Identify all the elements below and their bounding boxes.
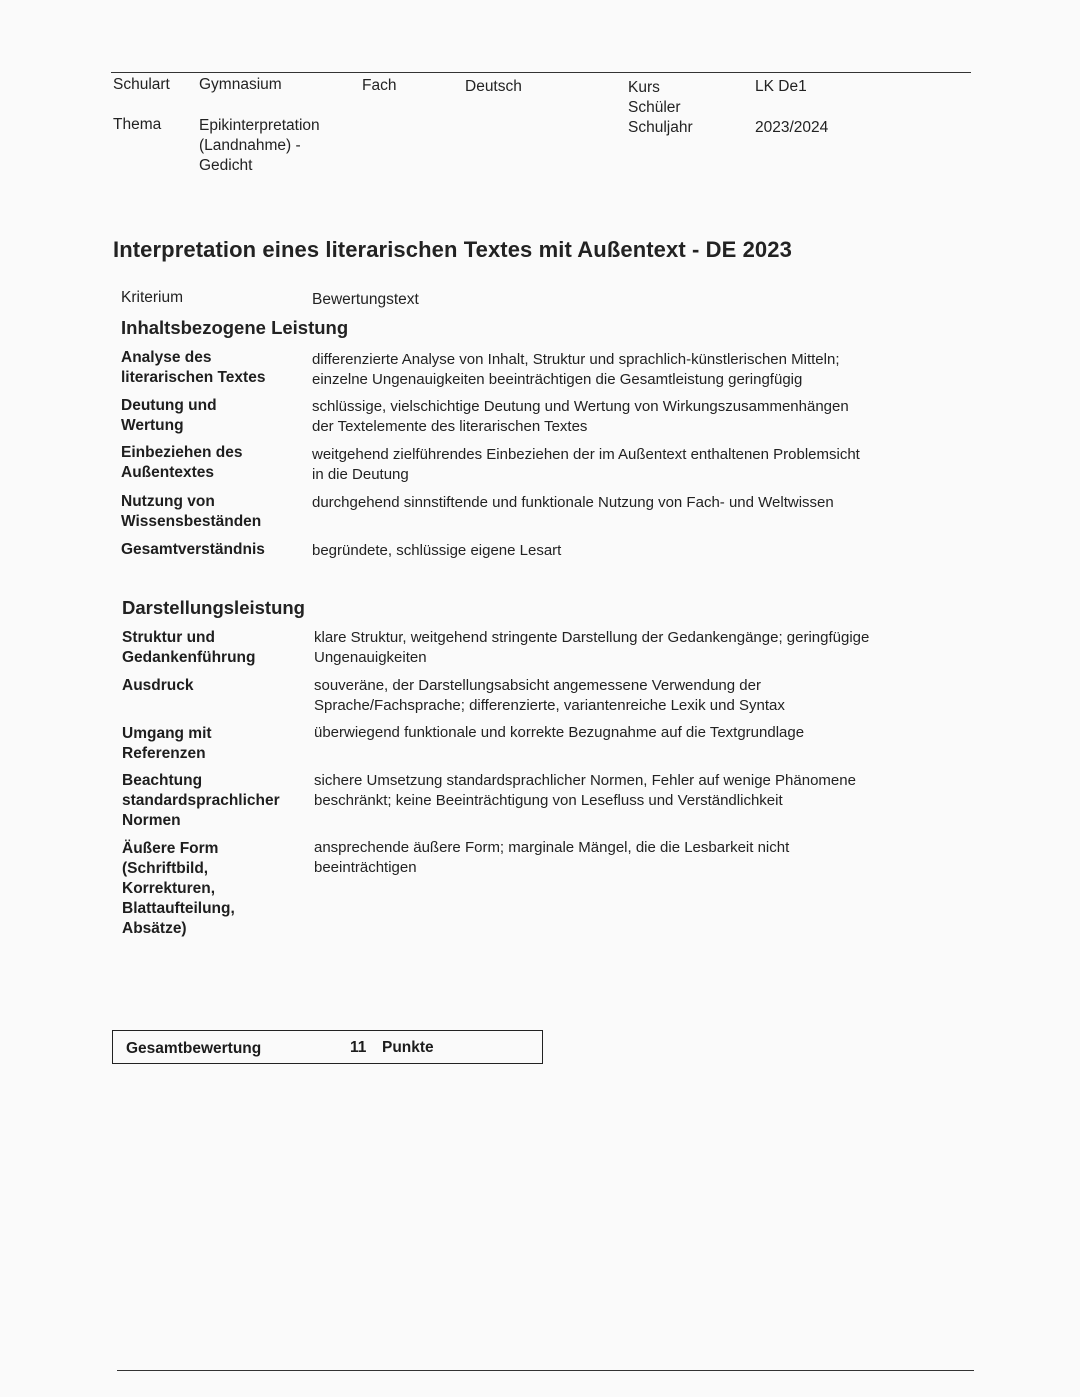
text-line: einzelne Ungenauigkeiten beeinträchtigen die Gesamtleistung geringfügig [312, 371, 803, 388]
criterion-line: Referenzen [122, 745, 206, 762]
schulart-value: Gymnasium [199, 76, 282, 93]
criterion-line: Normen [122, 812, 181, 829]
kurs-value: LK De1 [755, 78, 807, 95]
kurs-label: Kurs [628, 79, 660, 96]
criterion-referenzen [122, 724, 212, 764]
criterion-gesamtverstaendnis [121, 540, 265, 560]
text-line: überwiegend funktionale und korrekte Bezugnahme auf die Textgrundlage [314, 724, 805, 741]
text-analyse [312, 350, 840, 390]
criterion-line: standardsprachlicher [122, 792, 280, 809]
fach-value: Deutsch [465, 78, 522, 95]
text-line: sichere Umsetzung standardsprachlicher Normen, Fehler auf wenige Phänomene [314, 772, 856, 789]
text-line: durchgehend sinnstiftende und funktionale Nutzung von Fach- und Weltwissen [312, 494, 834, 511]
text-referenzen [314, 723, 804, 743]
total-score-unit: Punkte [382, 1039, 434, 1056]
criterion-line: Korrekturen, [122, 880, 216, 897]
column-text: Bewertungstext [312, 291, 419, 308]
criterion-line: Wertung [121, 417, 184, 434]
criterion-line: Umgang mit [122, 725, 212, 742]
text-line: Sprache/Fachsprache; differenzierte, variantenreiche Lexik und Syntax [314, 697, 785, 714]
text-line: der Textelemente des literarischen Textes [312, 418, 588, 435]
criterion-line: Blattaufteilung, [122, 900, 235, 917]
text-line: weitgehend zielführendes Einbeziehen der im Außentext enthaltenen Problemsicht [312, 446, 860, 463]
thema-line: Gedicht [199, 157, 253, 174]
text-line: beeinträchtigen [314, 859, 417, 876]
text-aussentext [312, 445, 860, 485]
criterion-line: Gesamtverständnis [121, 541, 265, 558]
section-heading-content: Inhaltsbezogene Leistung [121, 317, 349, 338]
criterion-line: Gedankenführung [122, 649, 256, 666]
criterion-aussentext [121, 443, 242, 483]
text-line: ansprechende äußere Form; marginale Mängel, die die Lesbarkeit nicht [314, 839, 790, 856]
schuljahr-value: 2023/2024 [755, 119, 829, 136]
criterion-line: Ausdruck [122, 677, 194, 694]
total-score-label: Gesamtbewertung [126, 1040, 262, 1057]
total-score-box [112, 1030, 543, 1064]
text-ausdruck [314, 676, 785, 716]
thema-value [199, 116, 320, 176]
criterion-line: Analyse des [121, 349, 212, 366]
column-criterion: Kriterium [121, 289, 184, 306]
criterion-line: Struktur und [122, 629, 215, 646]
text-line: klare Struktur, weitgehend stringente Darstellung der Gedankengänge; geringfügige [314, 629, 870, 646]
footer-rule [117, 1370, 974, 1371]
criterion-line: literarischen Textes [121, 369, 266, 386]
text-line: differenzierte Analyse von Inhalt, Struktur und sprachlich-künstlerischen Mitteln; [312, 351, 840, 368]
criterion-struktur [122, 628, 255, 668]
text-line: beschränkt; keine Beeinträchtigung von Lesefluss und Verständlichkeit [314, 792, 783, 809]
text-normen [314, 771, 856, 811]
criterion-line: Außentextes [121, 464, 215, 481]
schulart-label: Schulart [113, 76, 170, 93]
text-line: Ungenauigkeiten [314, 649, 427, 666]
fach-label: Fach [362, 77, 397, 94]
header-rule [111, 72, 971, 73]
criterion-line: (Schriftbild, [122, 860, 209, 877]
text-line: begründete, schlüssige eigene Lesart [312, 542, 562, 559]
criterion-normen [122, 771, 280, 831]
criterion-line: Absätze) [122, 920, 187, 937]
thema-line: Epikinterpretation [199, 117, 320, 134]
criterion-analyse [121, 348, 265, 388]
criterion-ausdruck [122, 676, 194, 696]
criterion-line: Beachtung [122, 772, 203, 789]
section-heading-darstellung: Darstellungsleistung [122, 597, 305, 618]
text-aeussere-form [314, 838, 789, 878]
schuljahr-label: Schuljahr [628, 119, 693, 136]
thema-label: Thema [113, 116, 162, 133]
text-wissen [312, 493, 834, 513]
criterion-wissen [121, 492, 261, 532]
criterion-line: Äußere Form [122, 840, 219, 857]
text-line: schlüssige, vielschichtige Deutung und Wertung von Wirkungszusammenhängen [312, 398, 849, 415]
text-line: souveräne, der Darstellungsabsicht angemessene Verwendung der [314, 677, 761, 694]
schueler-label: Schüler [628, 99, 681, 116]
total-score-value: 11 [350, 1039, 367, 1056]
criterion-line: Nutzung von [121, 493, 215, 510]
text-struktur [314, 628, 869, 668]
thema-line: (Landnahme) - [199, 137, 301, 154]
criterion-line: Wissensbeständen [121, 513, 262, 530]
text-line: in die Deutung [312, 466, 409, 483]
criterion-deutung [121, 396, 217, 436]
criterion-line: Einbeziehen des [121, 444, 243, 461]
criterion-line: Deutung und [121, 397, 217, 414]
text-gesamtverstaendnis [312, 541, 561, 561]
text-deutung [312, 397, 849, 437]
criterion-aeussere-form [122, 839, 235, 939]
page-title: Interpretation eines literarischen Textes mit Außentext - DE 2023 [113, 237, 792, 262]
